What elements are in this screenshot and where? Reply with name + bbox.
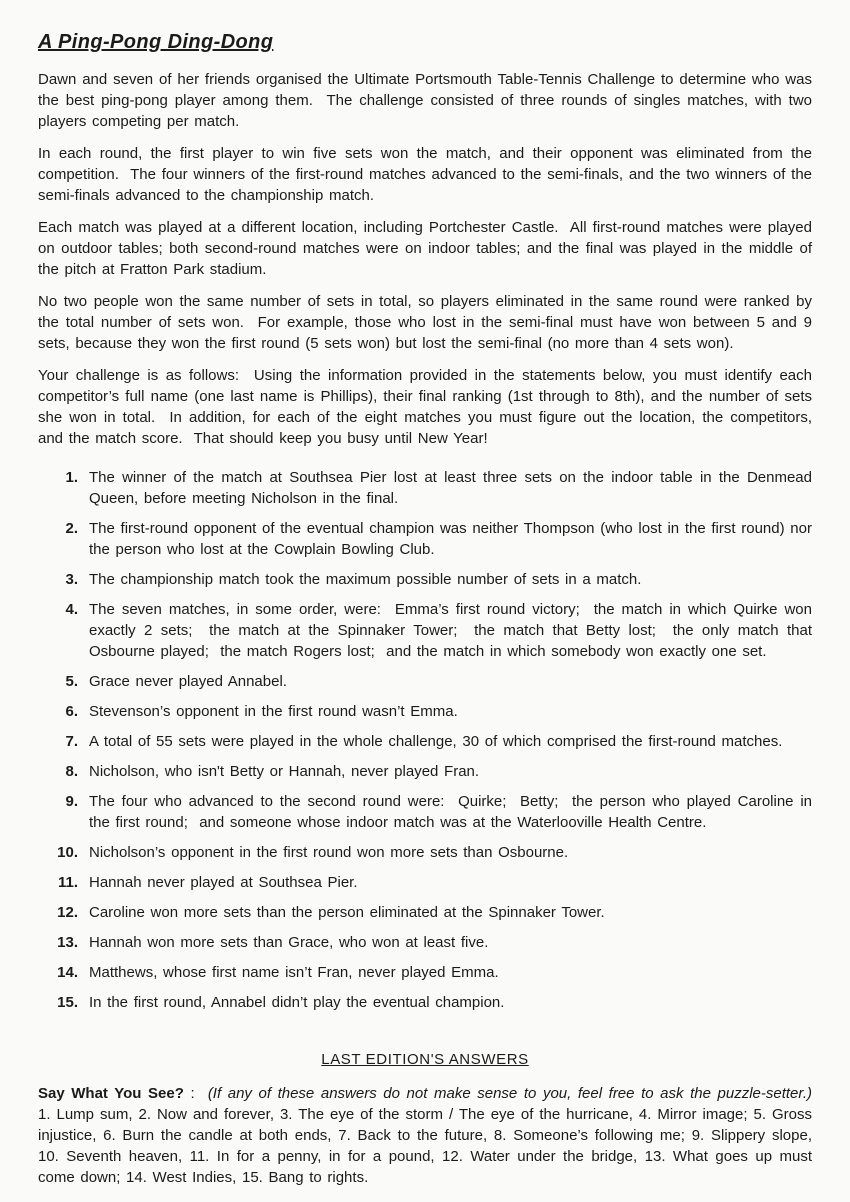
clue-item-2 bbox=[38, 518, 812, 560]
clue-number: 6. bbox=[65, 703, 78, 720]
clue-number: 1. bbox=[65, 469, 78, 486]
clue-list bbox=[38, 467, 812, 1013]
clue-number: 10. bbox=[57, 844, 78, 861]
clue-text: The first-round opponent of the eventual champion was neither Thompson (who lost in the first round) nor the person who lost at the Cowplain Bowling Club. bbox=[89, 520, 812, 558]
clue-number: 5. bbox=[65, 673, 78, 690]
clue-item-11 bbox=[38, 872, 812, 893]
clue-text: Hannah won more sets than Grace, who won at least five. bbox=[89, 934, 489, 951]
clue-number: 12. bbox=[57, 904, 78, 921]
clue-item-6 bbox=[38, 701, 812, 722]
clue-number: 3. bbox=[65, 571, 78, 588]
clue-number: 8. bbox=[65, 763, 78, 780]
clue-text: Hannah never played at Southsea Pier. bbox=[89, 874, 358, 891]
clue-item-4 bbox=[38, 599, 812, 662]
clue-number: 4. bbox=[65, 601, 78, 618]
clue-item-1 bbox=[38, 467, 812, 509]
clue-text: The winner of the match at Southsea Pier lost at least three sets on the indoor table in the Denmead Queen, before meeting Nicholson in the final. bbox=[89, 469, 812, 507]
clue-item-8 bbox=[38, 761, 812, 782]
clue-text: The championship match took the maximum possible number of sets in a match. bbox=[89, 571, 642, 588]
answers-label: Say What You See? bbox=[38, 1085, 184, 1102]
intro-paragraph-3: Each match was played at a different location, including Portchester Castle. All first-round matches were played on outdoor tables; both second-round matches were on indoor tables; and the final was played in the middle of the pitch at Fratton Park stadium. bbox=[38, 219, 812, 278]
intro-paragraph-2: In each round, the first player to win five sets won the match, and their opponent was eliminated from the competition. The four winners of the first-round matches advanced to the semi-finals, and the two winners of the semi-finals advanced to the championship match. bbox=[38, 145, 812, 204]
clue-item-5 bbox=[38, 671, 812, 692]
clue-number: 7. bbox=[65, 733, 78, 750]
answers-heading: LAST EDITION'S ANSWERS bbox=[321, 1051, 529, 1068]
clue-item-15 bbox=[38, 992, 812, 1013]
clue-text: The seven matches, in some order, were: Emma’s first round victory; the match in which Quirke won exactly 2 sets; the match at the Spinnaker Tower; the match that Betty lost; the only match that Osbourne played; the match Rogers lost; and the match in which somebody won exactly one set. bbox=[89, 601, 812, 660]
clue-text: In the first round, Annabel didn’t play the eventual champion. bbox=[89, 994, 505, 1011]
answers-intro-line bbox=[38, 1083, 812, 1104]
clue-item-9 bbox=[38, 791, 812, 833]
intro-paragraph-5: Your challenge is as follows: Using the information provided in the statements below, you must identify each competitor’s full name (one last name is Phillips), their final ranking (1st through to 8th), and the number of sets she won in total. In addition, for each of the eight matches you must figure out the location, the competitors, and the match score. That should keep you busy until New Year! bbox=[38, 367, 812, 447]
clue-text: Grace never played Annabel. bbox=[89, 673, 287, 690]
clue-text: Caroline won more sets than the person eliminated at the Spinnaker Tower. bbox=[89, 904, 605, 921]
clue-number: 11. bbox=[57, 874, 78, 891]
intro-paragraph-4: No two people won the same number of sets in total, so players eliminated in the same round were ranked by the total number of sets won. For example, those who lost in the semi-final must have won between 5 and 9 sets, because they won the first round (5 sets won) but lost the semi-final (no more than 4 sets won). bbox=[38, 293, 812, 352]
clue-item-7 bbox=[38, 731, 812, 752]
clue-text: Nicholson’s opponent in the first round won more sets than Osbourne. bbox=[89, 844, 569, 861]
clue-number: 14. bbox=[57, 964, 78, 981]
clue-number: 15. bbox=[57, 994, 78, 1011]
clue-item-3 bbox=[38, 569, 812, 590]
answers-body: 1. Lump sum, 2. Now and forever, 3. The eye of the storm / The eye of the hurricane, 4. Mirror image; 5. Gross injustice, 6. Burn the candle at both ends, 7. Back to the future, 8. Someone’s following me; 9. Slippery slope, 10. Seventh heaven, 11. In for a penny, in for a pound, 12. Water under the bridge, 13. What goes up must come down; 14. West Indies, 15. Bang to rights. bbox=[38, 1106, 812, 1186]
clue-item-14 bbox=[38, 962, 812, 983]
clue-text: Stevenson’s opponent in the first round wasn’t Emma. bbox=[89, 703, 458, 720]
clue-text: A total of 55 sets were played in the whole challenge, 30 of which comprised the first-round matches. bbox=[89, 733, 783, 750]
clue-item-13 bbox=[38, 932, 812, 953]
clue-text: Matthews, whose first name isn’t Fran, never played Emma. bbox=[89, 964, 499, 981]
clue-text: The four who advanced to the second round were: Quirke; Betty; the person who played Caroline in the first round; and someone whose indoor match was at the Waterlooville Health Centre. bbox=[89, 793, 812, 831]
clue-item-10 bbox=[38, 842, 812, 863]
page-title: A Ping-Pong Ding-Dong bbox=[38, 31, 274, 53]
clue-text: Nicholson, who isn't Betty or Hannah, never played Fran. bbox=[89, 763, 480, 780]
clue-number: 2. bbox=[65, 520, 78, 537]
clue-item-12 bbox=[38, 902, 812, 923]
clue-number: 9. bbox=[65, 793, 78, 810]
answers-note: (If any of these answers do not make sense to you, feel free to ask the puzzle-setter.) bbox=[207, 1085, 812, 1102]
answers-separator: : bbox=[183, 1085, 208, 1102]
clue-number: 13. bbox=[57, 934, 78, 951]
intro-paragraph-1: Dawn and seven of her friends organised the Ultimate Portsmouth Table-Tennis Challenge to determine who was the best ping-pong player among them. The challenge consisted of three rounds of singles matches, with two players competing per match. bbox=[38, 71, 812, 130]
